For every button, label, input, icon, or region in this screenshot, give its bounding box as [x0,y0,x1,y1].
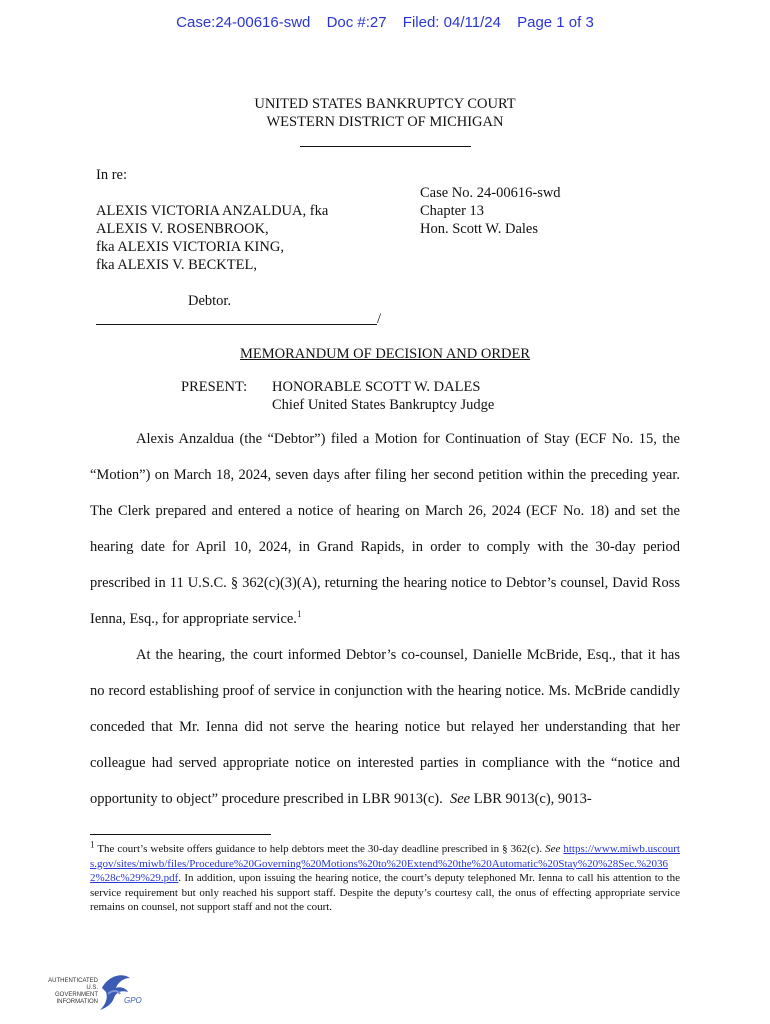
filed-date-stamp: Filed: 04/11/24 [402,14,501,31]
paragraph: At the hearing, the court informed Debtor’s co-counsel, Danielle McBride, Esq., that it has no record establishing proof of service in conjunction with the hearing notice. Ms. McBride candidly conceded that Mr. Ienna did not serve the hearing notice but relayed her understanding that her colleague had served appropriate notice on interested parties in compliance with the “notice and opportunity to object” procedure prescribed in LBR 9013(c). See LBR 9013(c), 9013- [90,647,680,807]
court-district: WESTERN DISTRICT OF MICHIGAN [266,114,504,130]
gpo-eagle-icon [94,970,134,1016]
footnote-number: 1 [90,839,95,850]
filing-header [0,14,770,31]
present-label: PRESENT: [181,379,248,395]
in-re-label: In re: [96,167,127,183]
heading-divider [300,146,471,147]
debtor-name-line: fka ALEXIS VICTORIA KING, [96,239,284,255]
footnote-ref[interactable]: 1 [296,609,302,620]
presiding-judge: HONORABLE SCOTT W. DALES [272,379,481,395]
body-text [90,421,680,817]
doc-number-stamp: Doc #:27 [326,14,387,31]
chapter: Chapter 13 [420,203,485,219]
procedure-link[interactable]: https://www.miwb.uscourts.gov/sites/miwb/files/Procedure%20Governing%20Motions%20to%20Extend%20the%20Automatic%20Stay%20%28Sec.%20362%28c%29%29.pdf [90,843,680,884]
debtor-name-line: ALEXIS VICTORIA ANZALDUA, fka [96,203,329,219]
debtor-name-line: fka ALEXIS V. BECKTEL, [96,257,257,273]
document-title: MEMORANDUM OF DECISION AND ORDER [239,346,531,362]
footnote-divider [90,834,271,835]
gpo-authentication-seal [42,970,142,1016]
judge-title: Chief United States Bankruptcy Judge [272,397,495,413]
footnote: $^1$ The court’s website offers guidance to help debtors meet the 30-day deadline prescribed in § 362(c). See https://www.miwb.uscourts.gov/sites/miwb/files/Procedure%20Governing%20Motions%20to%20Extend%20the%20Automatic%20Stay%20%28Sec.%20362%28c%29%29.pdf. In addition, upon issuing the hearing notice, the court’s deputy telephoned Mr. Ienna to call his attention to the service requirement but only reached his support staff. Despite the deputy’s courtesy call, the onus of effecting appropriate service remains on counsel, not support staff and not the court. [90,839,680,913]
case-number: Case No. 24-00616-swd [420,185,561,201]
judge-name: Hon. Scott W. Dales [420,221,539,237]
gpo-mark: GPO [124,996,142,1005]
caption-rule [96,324,377,325]
see-signal: See [449,791,471,807]
debtor-label: Debtor. [188,293,232,309]
seal-text: AUTHENTICATED U.S. GOVERNMENT INFORMATION [48,978,98,1005]
caption-slash: / [377,311,382,327]
debtor-name-line: ALEXIS V. ROSENBROOK, [96,221,269,237]
see-signal: See [545,843,561,855]
court-name: UNITED STATES BANKRUPTCY COURT [254,96,516,112]
case-number-stamp: Case:24-00616-swd [176,14,311,31]
page-indicator: Page 1 of 3 [517,14,594,31]
paragraph: Alexis Anzaldua (the “Debtor”) filed a Motion for Continuation of Stay (ECF No. 15, the “Motion”) on March 18, 2024, seven days after filing her second petition within the preceding year. The Clerk prepared and entered a notice of hearing on March 26, 2024 (ECF No. 18) and set the hearing date for April 10, 2024, in Grand Rapids, in order to comply with the 30-day period prescribed in 11 U.S.C. § 362(c)(3)(A), returning the hearing notice to Debtor’s counsel, David Ross Ienna, Esq., for appropriate service.$^1$ [90,431,680,627]
